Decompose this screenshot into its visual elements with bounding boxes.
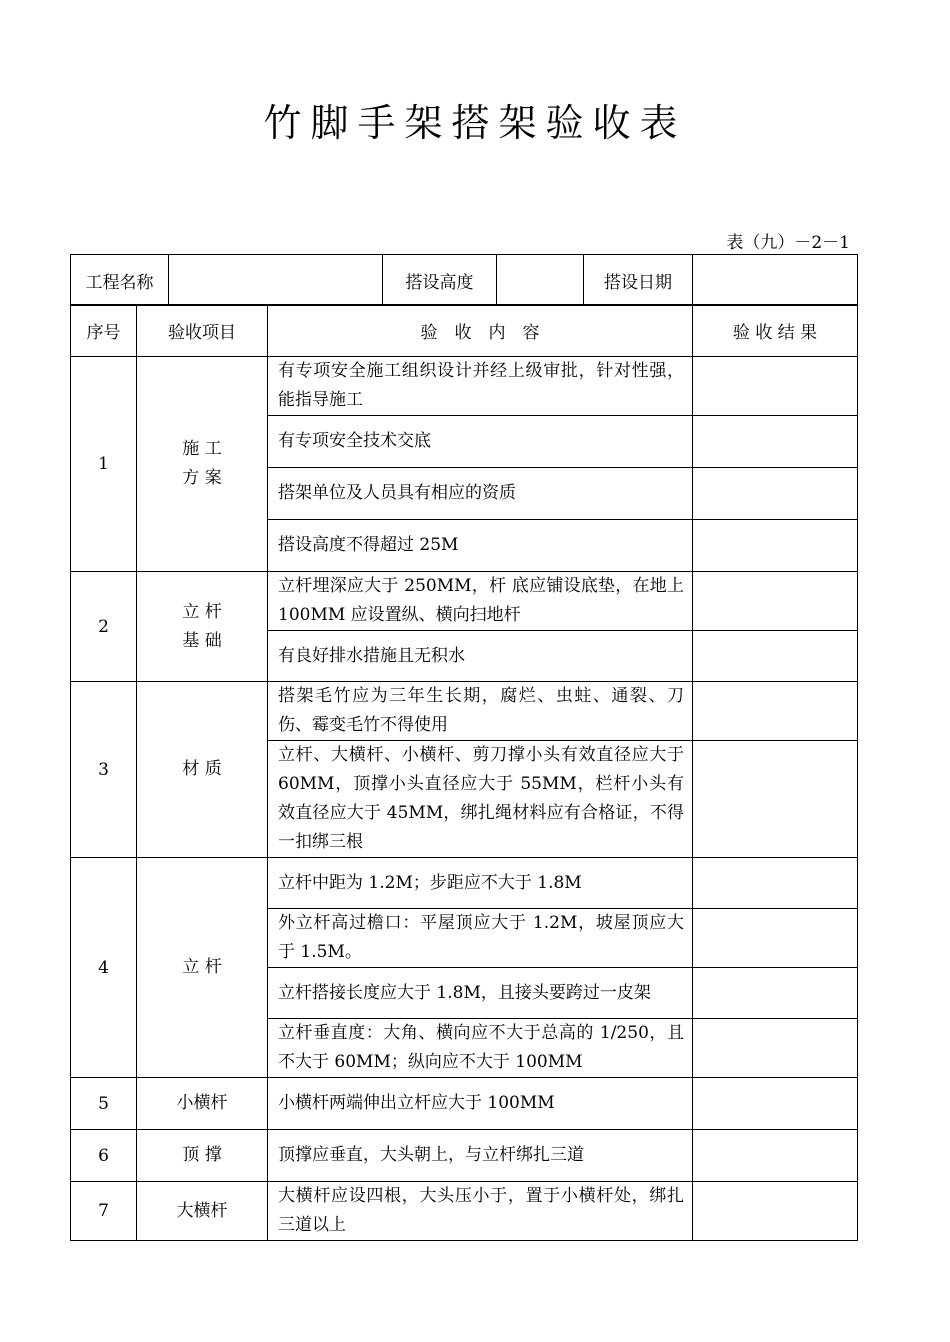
section-item: 小横杆 — [137, 1078, 268, 1130]
inspection-result-field[interactable] — [693, 682, 858, 741]
table-row — [71, 1182, 858, 1241]
height-label: 搭设高度 — [383, 255, 497, 306]
section-item: 大横杆 — [137, 1182, 268, 1241]
inspection-content: 有专项安全技术交底 — [268, 416, 693, 468]
inspection-content: 搭设高度不得超过 25M — [268, 520, 693, 572]
inspection-content: 大横杆应设四根，大头压小于，置于小横杆处，绑扎三道以上 — [268, 1182, 693, 1241]
inspection-content: 有良好排水措施且无积水 — [268, 631, 693, 682]
inspection-content: 立杆搭接长度应大于 1.8M，且接头要跨过一皮架 — [268, 968, 693, 1019]
project-info-table — [70, 254, 858, 306]
section-item: 材 质 — [137, 682, 268, 858]
inspection-result-field[interactable] — [693, 1182, 858, 1241]
section-number: 2 — [71, 572, 137, 682]
date-label: 搭设日期 — [584, 255, 693, 306]
section-item: 施 工 方 案 — [137, 357, 268, 572]
inspection-result-field[interactable] — [693, 468, 858, 520]
table-row — [71, 572, 858, 631]
column-header-content: 验 收 内 容 — [268, 305, 693, 357]
inspection-result-field[interactable] — [693, 631, 858, 682]
inspection-content: 外立杆高过檐口：平屋顶应大于 1.2M，坡屋顶应大于 1.5M。 — [268, 909, 693, 968]
inspection-result-field[interactable] — [693, 1130, 858, 1182]
inspection-content: 立杆中距为 1.2M；步距应不大于 1.8M — [268, 858, 693, 909]
column-header-result: 验 收 结 果 — [693, 305, 858, 357]
inspection-result-field[interactable] — [693, 520, 858, 572]
inspection-result-field[interactable] — [693, 572, 858, 631]
inspection-content: 搭架单位及人员具有相应的资质 — [268, 468, 693, 520]
table-row — [71, 357, 858, 416]
column-header-item: 验收项目 — [137, 305, 268, 357]
inspection-content: 搭架毛竹应为三年生长期，腐烂、虫蛀、通裂、刀伤、霉变毛竹不得使用 — [268, 682, 693, 741]
table-row — [71, 1078, 858, 1130]
inspection-content: 顶撑应垂直，大头朝上，与立杆绑扎三道 — [268, 1130, 693, 1182]
section-number: 7 — [71, 1182, 137, 1241]
section-number: 4 — [71, 858, 137, 1078]
column-header-row — [71, 305, 858, 357]
section-item: 顶 撑 — [137, 1130, 268, 1182]
project-name-label: 工程名称 — [71, 255, 169, 306]
project-name-field[interactable] — [169, 255, 383, 306]
inspection-result-field[interactable] — [693, 1078, 858, 1130]
date-field[interactable] — [693, 255, 858, 306]
inspection-result-field[interactable] — [693, 968, 858, 1019]
section-number: 3 — [71, 682, 137, 858]
inspection-content: 立杆埋深应大于 250MM，杆 底应铺设底垫，在地上 100MM 应设置纵、横向扫地杆 — [268, 572, 693, 631]
form-code: 表（九）－2－1 — [726, 233, 850, 253]
section-number: 6 — [71, 1130, 137, 1182]
inspection-content: 小横杆两端伸出立杆应大于 100MM — [268, 1078, 693, 1130]
inspection-content: 立杆、大横杆、小横杆、剪刀撑小头有效直径应大于 60MM，顶撑小头直径应大于 55MM，栏杆小头有效直径应大于 45MM，绑扎绳材料应有合格证，不得一扣绑三根 — [268, 741, 693, 858]
section-number: 5 — [71, 1078, 137, 1130]
inspection-result-field[interactable] — [693, 858, 858, 909]
inspection-content: 有专项安全施工组织设计并经上级审批，针对性强，能指导施工 — [268, 357, 693, 416]
section-number: 1 — [71, 357, 137, 572]
column-header-no: 序号 — [71, 305, 137, 357]
inspection-result-field[interactable] — [693, 416, 858, 468]
page-title: 竹脚手架搭架验收表 — [263, 101, 687, 145]
section-item: 立 杆 — [137, 858, 268, 1078]
inspection-result-field[interactable] — [693, 357, 858, 416]
table-row — [71, 858, 858, 909]
table-row — [71, 1130, 858, 1182]
table-row — [71, 682, 858, 741]
inspection-content: 立杆垂直度：大角、横向应不大于总高的 1/250，且不大于 60MM；纵向应不大于 100MM — [268, 1019, 693, 1078]
inspection-result-field[interactable] — [693, 1019, 858, 1078]
section-item: 立 杆 基 础 — [137, 572, 268, 682]
inspection-result-field[interactable] — [693, 909, 858, 968]
inspection-table — [70, 304, 858, 1241]
height-field[interactable] — [497, 255, 584, 306]
inspection-result-field[interactable] — [693, 741, 858, 858]
